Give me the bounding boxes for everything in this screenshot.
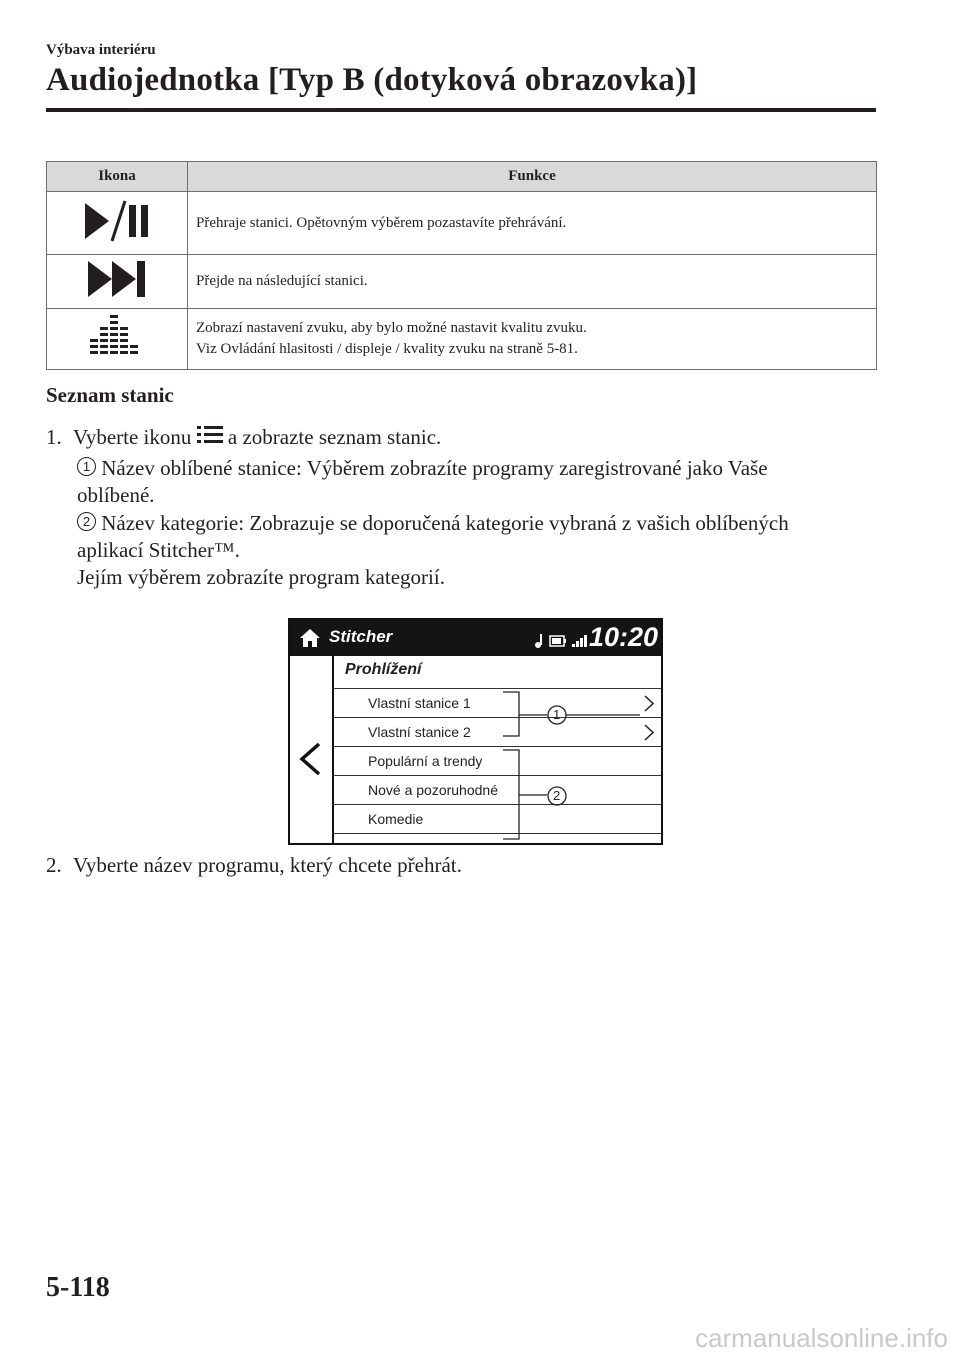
table-row [47,255,877,309]
section-label: Výbava interiéru [46,42,156,58]
function-cell [188,192,877,255]
callout-number: 2 [77,512,96,531]
icon-cell [47,192,188,255]
column-header-function: Funkce [188,162,877,192]
table-row [47,309,877,370]
callout-1-label: 1 [553,707,561,722]
app-name: Stitcher [329,627,393,646]
icon-cell [47,255,188,309]
watermark: carmanualsonline.info [695,1323,948,1353]
note-text: Název kategorie: Zobrazuje se doporučená kategorie vybraná z vašich oblíbených [101,511,789,535]
function-cell [188,255,877,309]
stitcher-screen-illustration [288,618,663,845]
step-text: a zobrazte seznam stanic. [227,425,442,449]
skip-next-icon [84,257,150,301]
icon-function-table [46,161,877,370]
function-text: Přejde na následující stanici. [196,273,368,289]
table-header-row [47,162,877,192]
function-cell [188,309,877,370]
clock-display: 10:20 [588,622,658,652]
page-number: 5-118 [46,1272,110,1303]
step-number: 2. [46,853,62,877]
note-2 [77,509,789,537]
section-heading: Seznam stanic [46,383,174,407]
icon-cell [47,309,188,370]
page-title: Audiojednotka [Typ B (dotyková obrazovka)] [46,62,698,98]
list-item-label: Nové a pozoruhodné [368,782,498,798]
table-row [47,192,877,255]
step-text: Vyberte název programu, který chcete přehrát. [73,853,462,877]
list-item-label: Populární a trendy [368,753,483,769]
title-rule [46,108,876,112]
list-item-label: Komedie [368,811,424,827]
step-2 [46,851,462,879]
function-text: Viz Ovládání hlasitosti / displeje / kvality zvuku na straně 5-81. [196,341,578,357]
list-icon [197,425,223,445]
step-number: 1. [46,425,62,449]
step-text: Vyberte ikonu [73,425,192,449]
note-2-continued: Jejím výběrem zobrazíte program kategorií. [77,565,445,589]
callout-2-label: 2 [553,788,561,803]
note-1 [77,454,768,482]
note-text: Název oblíbené stanice: Výběrem zobrazíte programy zaregistrované jako Vaše [101,456,768,480]
browse-title: Prohlížení [345,661,422,678]
list-item-label: Vlastní stanice 1 [368,695,471,711]
note-2-continued: aplikací Stitcher™. [77,538,240,562]
callout-number: 1 [77,457,96,476]
sound-settings-icon [88,313,146,361]
callout-leader-lines [290,620,661,843]
function-text: Přehraje stanici. Opětovným výběrem pozastavíte přehrávání. [196,214,567,231]
play-pause-icon [79,199,155,243]
function-text: Zobrazí nastavení zvuku, aby bylo možné nastavit kvalitu zvuku. [196,320,587,336]
column-header-icon: Ikona [47,162,188,192]
note-1-continued: oblíbené. [77,483,155,507]
step-1 [46,423,441,451]
list-item-label: Vlastní stanice 2 [368,724,471,740]
